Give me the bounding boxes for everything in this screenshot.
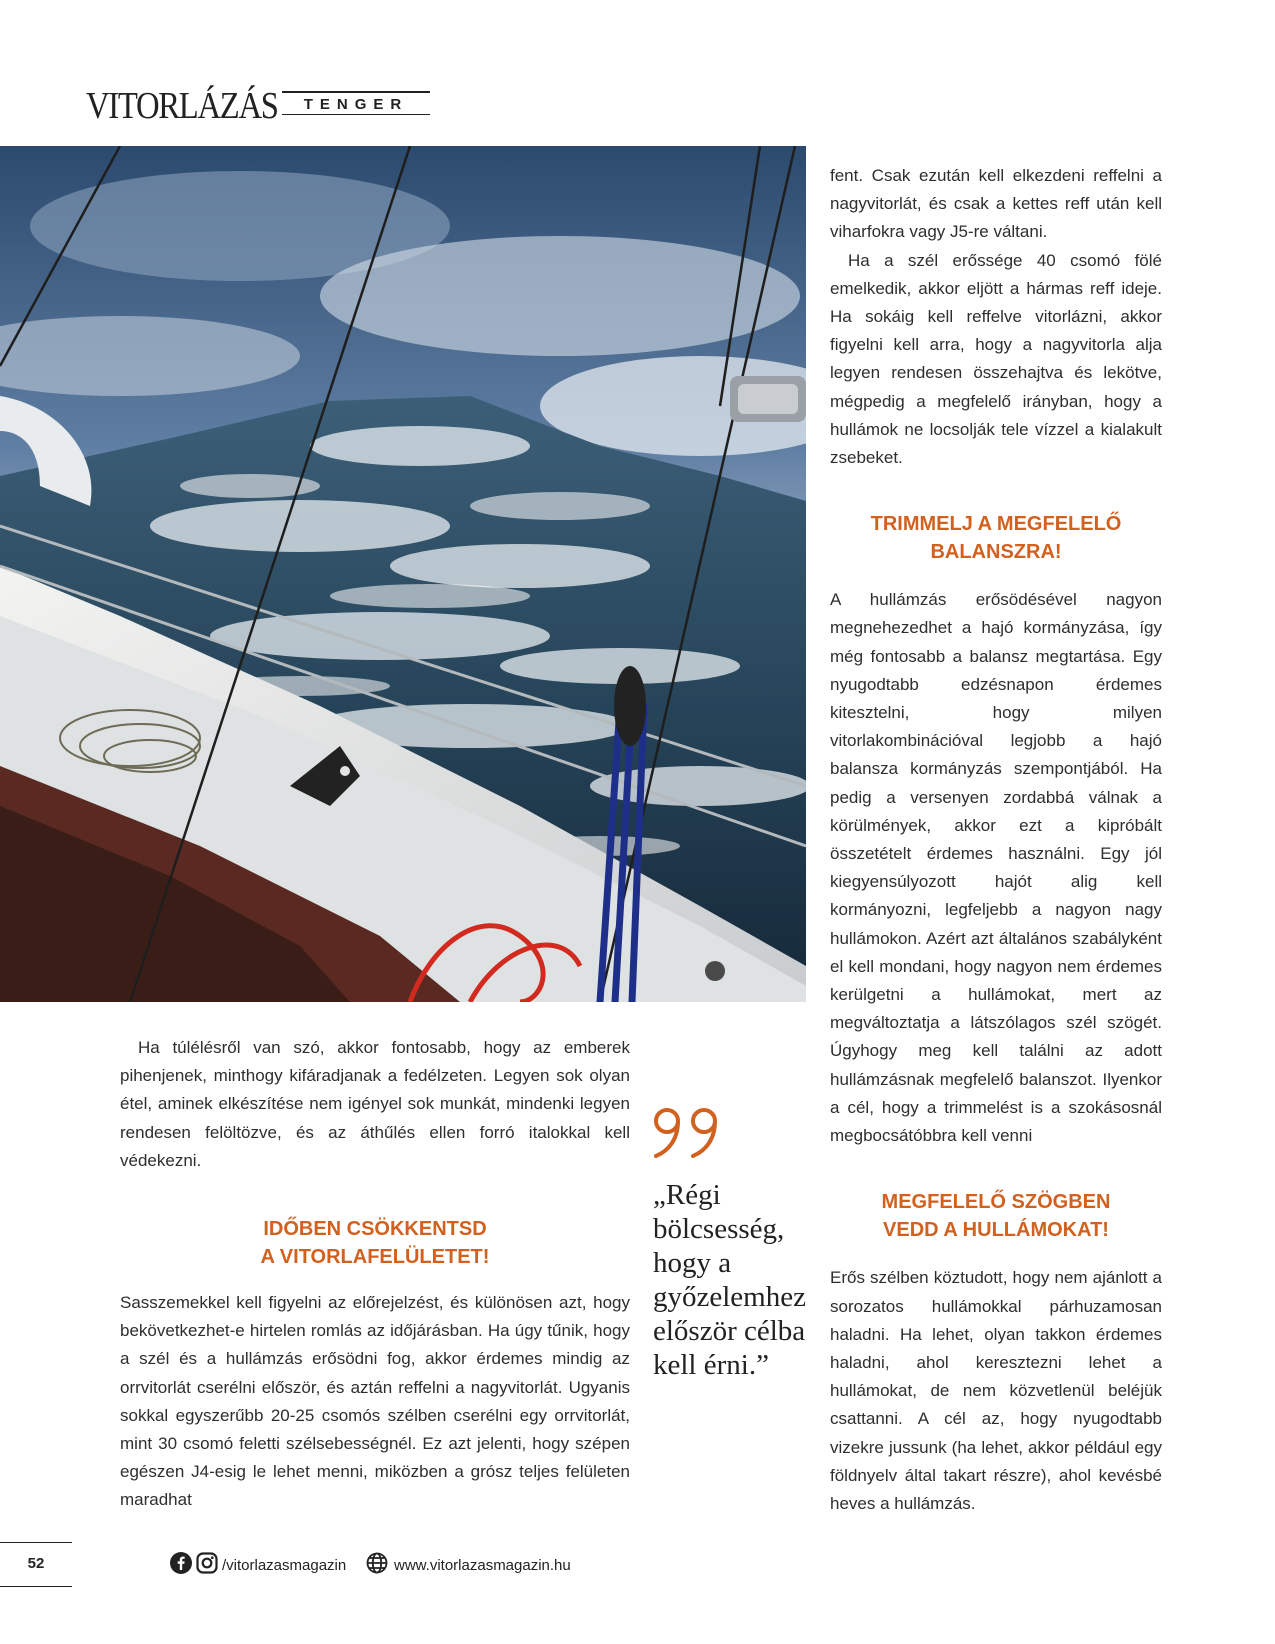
quote-mark-icon — [652, 1106, 724, 1165]
sailboat-photo — [0, 146, 806, 1002]
section-label: TENGER — [282, 91, 430, 115]
social-handle[interactable]: /vitorlazasmagazin — [222, 1556, 347, 1574]
globe-icon — [366, 1552, 388, 1579]
right-text-column — [830, 162, 1162, 1518]
page-number: 52 — [27, 1555, 45, 1572]
section-heading — [830, 510, 1162, 566]
paragraph: A hullámzás erősödésével nagyon megnehezedhet a hajó kormányzása, így még fontosabb a balansz megtartása. Egy nyugodtabb edzésnapon érdemes kitesztelni, hogy milyen vitorlakombinációval legjobb a hajó balansza kormányzás szempontjából. Ha pedig a versenyen zordabbá válnak a körülmények, akkor ezt a kipróbált összetételt érdemes használni. Egy jól kiegyensúlyozott hajót alig kell kormányozni, legfeljebb a nagyon nagy hullámokon. Azért azt általános szabályként el kell mondani, hogy nagyon nem érdemes kerülgetni a hullámokat, mert az megváltoztatja a látszólagos szél szögét. Úgyhogy meg kell találni az adott hullámzásnak megfelelő balanszot. Ilyenkor a cél, hogy a trimmelést is a szokásosnál megbocsátóbbra kell venni — [830, 590, 1162, 1146]
heading-line: BALANSZRA! — [930, 541, 1062, 564]
instagram-icon[interactable] — [196, 1552, 218, 1579]
section-heading — [830, 1188, 1162, 1244]
paragraph: Sasszemekkel kell figyelni az előrejelzést, és különösen azt, hogy bekövetkezhet-e hirtelen romlás az időjárásban. Ha úgy tűnik, hogy a szél és a hullámzás erősödni fog, akkor érdemes mindig az orrvitorlát cserélni először, és aztán reffelni a nagyvitorlát. Ugyanis sokkal egyszerűbb 20-25 csomós szélben cserélni egy orrvitorlát, mint 30 csomó feletti szélsebességnél. Ez azt jelenti, hogy szépen egészen J4-esig le lehet menni, miközben a grósz teljes felületen maradhat — [120, 1293, 630, 1510]
heading-line: IDŐBEN CSÖKKENTSD — [263, 1218, 487, 1241]
paragraph: Erős szélben köztudott, hogy nem ajánlott a sorozatos hullámokkal párhuzamosan haladni. Ha lehet, olyan takkon érdemes haladni, ahol keresztezni lehet a hullámokat, de nem közvetlenül beléjük csattanni. A cél az, hogy nyugodtabb vizekre jussunk (ha lehet, akkor például egy földnyelv által takart részre), ahol kevésbé heves a hullámzás. — [830, 1268, 1162, 1513]
facebook-icon[interactable] — [170, 1552, 192, 1579]
footer-website — [366, 1552, 571, 1578]
paragraph: fent. Csak ezután kell elkezdeni reffelni a nagyvitorlát, és csak a kettes reff után kell viharfokra vagy J5-re váltani. — [830, 166, 1162, 242]
footer-divider — [0, 1542, 72, 1543]
section-heading — [120, 1215, 630, 1271]
footer-social — [170, 1552, 346, 1578]
heading-line: TRIMMELJ A MEGFELELŐ — [870, 513, 1122, 536]
left-text-column — [120, 1034, 630, 1515]
heading-line: A VITORLAFELÜLETET! — [260, 1246, 490, 1269]
footer-divider — [0, 1586, 72, 1587]
pull-quote: „Régi bölcsesség, hogy a győzelemhez először célba kell érni.” — [653, 1179, 806, 1381]
paragraph: Ha túlélésről van szó, akkor fontosabb, hogy az emberek pihenjenek, minthogy kifáradjanak a fedélzeten. Legyen sok olyan étel, aminek elkészítése nem igényel sok munkát, mindenki legyen rendesen felöltözve, és az áthűlés ellen forró italokkal kell védekezni. — [120, 1038, 630, 1170]
heading-line: VEDD A HULLÁMOKAT! — [883, 1219, 1109, 1242]
website-link[interactable]: www.vitorlazasmagazin.hu — [394, 1556, 571, 1574]
magazine-title: VITORLÁZÁS — [86, 85, 278, 127]
paragraph: Ha a szél erőssége 40 csomó fölé emelkedik, akkor eljött a hármas reff ideje. Ha sokáig kell reffelve vitorlázni, akkor figyelni kell arra, hogy a nagyvitorla alja legyen rendesen összehajtva és lekötve, mégpedig a megfelelő irányban, hogy a hullámok ne locsolják tele vízzel a kialakult zsebeket. — [830, 250, 1162, 468]
heading-line: MEGFELELŐ SZÖGBEN — [881, 1191, 1111, 1214]
